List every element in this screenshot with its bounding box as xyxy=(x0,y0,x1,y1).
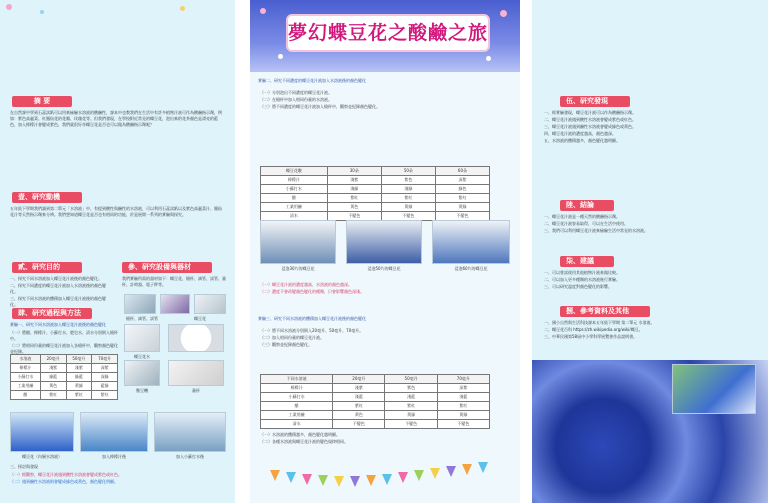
bunting-flag xyxy=(382,474,392,485)
photo-caption: 加入檸檬汁後 xyxy=(102,454,126,459)
title-banner xyxy=(250,0,520,72)
bunting-flag xyxy=(350,476,360,487)
decor-dot xyxy=(6,4,12,10)
equipment-caption: 燒杯、滴管、試管 xyxy=(126,316,158,321)
table-row xyxy=(261,393,490,402)
table-header-cell: 50朵 xyxy=(381,167,435,176)
table-cell: 紫紅 xyxy=(381,194,435,203)
section-heading-motive: 壹、研究動機 xyxy=(12,192,82,203)
exp3-finding: （二）各種水溶液與蝶豆花汁液的變色規律相同。 xyxy=(260,439,348,444)
table-cell: 不變色 xyxy=(333,420,385,429)
table-cell: 紫紅 xyxy=(385,402,437,411)
table-row xyxy=(11,373,118,382)
table-cell: 黃綠 xyxy=(385,411,437,420)
photo-caption: 浸泡30片的蝶豆花 xyxy=(281,266,315,271)
equipment-caption: 蝶豆花水 xyxy=(134,354,150,359)
table-header-cell: 70毫升 xyxy=(92,355,118,364)
section-heading-conclusion: 陸、結論 xyxy=(560,200,614,211)
table-cell: 工業用鹼 xyxy=(11,382,41,391)
table-cell: 淺紫 xyxy=(40,364,66,373)
experiment-photo xyxy=(432,220,510,264)
suggestion-item: 二、可以加入更多種類的水溶液進行實驗。 xyxy=(544,277,620,282)
table-cell: 紫色 xyxy=(385,384,437,393)
finding-item: 二、蝶豆花汁液遇到酸性水溶液會變成紫色或紅色。 xyxy=(544,117,636,122)
table-cell: 小蘇打水 xyxy=(261,185,328,194)
section-heading-method: 肆、研究過程與方法 xyxy=(12,308,92,319)
table-header-cell: 30朵 xyxy=(327,167,381,176)
middle-panel xyxy=(250,0,520,503)
references-list xyxy=(544,320,758,354)
table-header-cell: 70毫升 xyxy=(437,375,489,384)
exp3-title: 實驗三、研究不同水溶液的體積加入蝶豆花汁液後的顏色變化 xyxy=(258,316,366,321)
intro-paragraph: 在自然課中學到石蕊試紙可以用來檢驗水溶液的酸鹼性，課本中也教我們在生活中有許多植物汁液可作為酸鹼指示劑，例如：紫色高麗菜、紅鳳仙花的花瓣、玫瑰花等。但我們發現，在學校附近常見的蝶豆花，泡出來的花茶顏色是漂亮的藍色，加入檸檬汁會變成紫色，我們就很好奇蝶豆花是否也可以做為酸鹼指示劑呢？ xyxy=(10,110,222,127)
bunting-flag xyxy=(398,472,408,483)
table-cell: 紫紅 xyxy=(327,194,381,203)
exp2-finding: （一）蝶豆花汁液的濃度越高，水溶液的顏色越深。 xyxy=(260,282,352,287)
table-cell: 小蘇打水 xyxy=(11,373,41,382)
photo-caption: 浸泡60片的蝶豆花 xyxy=(454,266,488,271)
table-cell: 不變色 xyxy=(437,420,489,429)
table-cell: 不變色 xyxy=(327,212,381,221)
table-cell: 淺紫 xyxy=(66,364,92,373)
table-cell: 檸檬汁 xyxy=(11,364,41,373)
equipment-caption: 蝶豆花 xyxy=(194,316,206,321)
table-cell: 淺藍 xyxy=(385,393,437,402)
section-heading-suggestions: 柒、建議 xyxy=(560,256,614,267)
table-header-cell: 20毫升 xyxy=(333,375,385,384)
exp2-step: （三）將不同濃度的蝶豆花汁液加入燒杯中，觀察並紀錄顏色變化。 xyxy=(260,104,380,109)
experiment-photo xyxy=(10,412,74,452)
conclusion-list xyxy=(544,214,758,254)
table-cell: 淺綠 xyxy=(327,185,381,194)
purpose-item: 一、探究不同水溶液加入蝶豆花汁液後的顏色變化。 xyxy=(10,276,102,281)
reference-item: 二、蝶豆花百科 https://zh.wikipedia.org/wiki/蝶豆。 xyxy=(544,327,643,332)
bunting-flag xyxy=(334,476,344,487)
exp3-finding: （一）水溶液的體積越多，顏色變化越明顯。 xyxy=(260,432,340,437)
bunting-flag xyxy=(270,470,280,481)
exp1-step: （一）將醋、檸檬汁、小蘇打水、肥皂水、清水分別倒入燒杯中。 xyxy=(10,330,118,341)
finding-item: 五、水溶液的體積越多，顏色變化越明顯。 xyxy=(544,138,620,143)
equipment-photo xyxy=(124,360,160,386)
table-row xyxy=(11,382,118,391)
table-cell: 紫紅 xyxy=(333,402,385,411)
results-list xyxy=(10,472,225,488)
experiment-photo xyxy=(80,412,148,452)
decor-dot xyxy=(180,6,185,11)
table-row xyxy=(261,203,490,212)
experiment-photo xyxy=(260,220,336,264)
purpose-list xyxy=(10,276,110,306)
finding-item: 一、經實驗發現，蝶豆花汁液可以作為酸鹼指示劑。 xyxy=(544,110,636,115)
table-row xyxy=(11,391,118,400)
table-cell: 清水 xyxy=(261,420,333,429)
exp3-step: （二）加入相同份量的蝶豆花汁液。 xyxy=(260,335,324,340)
exp2-steps xyxy=(260,90,510,122)
exp3-step: （三）觀察並紀錄顏色變化。 xyxy=(260,342,312,347)
table-header-row xyxy=(11,355,118,364)
table-cell: 檸檬汁 xyxy=(261,176,328,185)
table-header-cell: 蝶豆花數 xyxy=(261,167,328,176)
table-cell: 紫紅 xyxy=(435,194,489,203)
equipment-photo xyxy=(160,294,190,314)
finding-item: 四、蝶豆花汁液的濃度越高，顏色越深。 xyxy=(544,131,616,136)
table-cell: 黃色 xyxy=(327,203,381,212)
flower-closeup-photo xyxy=(672,364,756,414)
table-row xyxy=(261,194,490,203)
table-row xyxy=(261,176,490,185)
bunting-flag xyxy=(286,472,296,483)
equipment-photo xyxy=(194,294,226,314)
exp1-step: （二）將相同份量的蝶豆花汁液加入各燒杯中，觀察顏色變化並紀錄。 xyxy=(10,343,118,354)
table-cell: 不變色 xyxy=(381,212,435,221)
exp2-title: 實驗二、研究不同濃度的蝶豆花汁液加入水溶液後的顏色變化 xyxy=(258,78,366,83)
decor-dot xyxy=(260,8,266,14)
table-cell: 深紫 xyxy=(437,384,489,393)
table-cell: 黃綠 xyxy=(437,411,489,420)
reference-item: 三、中華民國第58屆中小學科學展覽會作品說明書。 xyxy=(544,334,638,339)
page-title: 夢幻蝶豆花之酸鹼之旅 xyxy=(286,14,490,52)
table-cell: 紫紅 xyxy=(40,391,66,400)
table-row xyxy=(261,411,490,420)
motive-paragraph: 五年級下學期我們讀到第二單元「水溶液」中，有提到酸性與鹼性的水溶液，可以利用石蕊試紙以及紫色高麗菜汁、鳳仙花汁等天然指示劑來分辨。我們想知道蝶豆花是否也有相同的功能，於是展開一系列的實驗與探究。 xyxy=(10,206,222,217)
results-item: （二）遇到鹼性水溶液則會變成綠色或黃色，顏色變化明顯。 xyxy=(10,479,118,484)
section-heading-purpose: 貳、研究目的 xyxy=(12,262,82,273)
equipment-photo xyxy=(168,324,224,352)
equipment-caption: 壓豆機 xyxy=(136,388,148,393)
table-cell: 小蘇打水 xyxy=(261,393,333,402)
table-cell: 黃綠 xyxy=(435,203,489,212)
purpose-item: 二、探究不同濃度的蝶豆花汁液加入水溶液後的顏色變化。 xyxy=(10,283,106,294)
table-header-cell: 50毫升 xyxy=(66,355,92,364)
photo-caption: 加入小蘇打水後 xyxy=(176,454,204,459)
table-header-cell: 50毫升 xyxy=(385,375,437,384)
suggestion-item: 三、可以研究溫度對顏色變化的影響。 xyxy=(544,284,612,289)
section-heading-intro: 摘 要 xyxy=(12,96,72,107)
table-cell: 不變色 xyxy=(435,212,489,221)
section-heading-equipment: 參、研究設備與器材 xyxy=(122,262,212,273)
exp2-step: （一）分別泡出不同濃度的蝶豆花汁液。 xyxy=(260,90,332,95)
decor-dot xyxy=(40,10,44,14)
decor-dot xyxy=(278,54,283,59)
reference-item: 一、國小自然與生活科技課本五年級下學期 第二單元 水溶液。 xyxy=(544,320,655,325)
table-cell: 紫紅 xyxy=(92,391,118,400)
table-header-cell: 20毫升 xyxy=(40,355,66,364)
results-label: 三、探討與發現 xyxy=(10,464,38,469)
decor-dot xyxy=(486,56,491,61)
table-cell: 淺紫 xyxy=(333,384,385,393)
bunting-flag xyxy=(462,464,472,475)
table-cell: 工業用鹼 xyxy=(261,411,333,420)
table-row xyxy=(11,364,118,373)
findings-list xyxy=(544,110,758,198)
table-cell: 綠藍 xyxy=(66,373,92,382)
table-cell: 清水 xyxy=(261,212,328,221)
equipment-photo xyxy=(124,294,156,314)
table-cell: 醋 xyxy=(261,402,333,411)
suggestion-item: 一、可以嘗試使用其他植物汁液來做比較。 xyxy=(544,270,620,275)
exp1-title: 實驗一、研究不同水溶液加入蝶豆花汁液後的顏色變化 xyxy=(10,322,106,327)
table-row xyxy=(261,420,490,429)
table-cell: 藍綠 xyxy=(92,382,118,391)
conclusion-item: 一、蝶豆花汁液是一種天然的酸鹼指示劑。 xyxy=(544,214,620,219)
table-cell: 深綠 xyxy=(92,373,118,382)
table-cell: 醋 xyxy=(261,194,328,203)
exp3-steps xyxy=(260,328,510,360)
experiment-photo xyxy=(346,220,422,264)
bunting-flag xyxy=(414,470,424,481)
right-panel xyxy=(532,0,768,503)
table-header-row xyxy=(261,167,490,176)
table-cell: 深紫 xyxy=(92,364,118,373)
left-panel xyxy=(0,0,235,503)
table-cell: 黃色 xyxy=(333,411,385,420)
table-cell: 黃綠 xyxy=(381,203,435,212)
bunting-flag xyxy=(446,466,456,477)
table-cell: 淺紫 xyxy=(327,176,381,185)
table-cell: 黃綠 xyxy=(66,382,92,391)
decor-dot xyxy=(500,10,507,17)
bunting-flag xyxy=(478,462,488,473)
results-item: （一）經觀察，蝶豆花汁液遇到酸性水溶液會變成紫色或紅色。 xyxy=(10,472,122,477)
table-exp2 xyxy=(260,166,490,221)
table-cell: 淺藍 xyxy=(333,393,385,402)
table-cell: 黃色 xyxy=(40,382,66,391)
bunting-flag xyxy=(366,475,376,486)
exp3-step: （一）將不同水溶液分別倒入20毫升、50毫升、70毫升。 xyxy=(260,328,364,333)
section-heading-references: 捌、參考資料及其他 xyxy=(560,306,650,317)
finding-item: 三、蝶豆花汁液遇到鹼性水溶液會變成綠色或黃色。 xyxy=(544,124,636,129)
table-cell: 紫紅 xyxy=(437,402,489,411)
table-cell: 綠色 xyxy=(435,185,489,194)
exp2-step: （二）在燒杯中加入相同份量的水溶液。 xyxy=(260,97,332,102)
table-cell: 淺藍 xyxy=(437,393,489,402)
equipment-photo xyxy=(124,324,160,352)
table-header-cell: 不同水溶液 xyxy=(261,375,333,384)
table-row xyxy=(261,384,490,393)
section-heading-findings: 伍、研究發現 xyxy=(560,96,630,107)
table-cell: 淺綠 xyxy=(381,185,435,194)
table-header-cell: 60朵 xyxy=(435,167,489,176)
exp1-steps xyxy=(10,330,120,354)
photo-caption: 浸泡50片的蝶豆花 xyxy=(367,266,401,271)
experiment-photo xyxy=(154,412,226,452)
suggestions-list xyxy=(544,270,758,302)
conclusion-item: 二、蝶豆花汁液容易取得，可以在生活中使用。 xyxy=(544,221,628,226)
equipment-paragraph: 我們實驗所需的器材如下：蝶豆花、燒杯、滴管、試管、量杯、計時器、電子秤等。 xyxy=(122,276,226,287)
exp2-finding: （二）濃度不會改變顏色變化的種類，只會影響顏色深淺。 xyxy=(260,289,364,294)
table-cell: 紫紅 xyxy=(66,391,92,400)
bunting-flag xyxy=(318,475,328,486)
table-cell: 紫色 xyxy=(381,176,435,185)
equipment-photo xyxy=(168,360,224,386)
exp3-findings xyxy=(260,432,510,456)
table-header-cell: 水溶液 xyxy=(11,355,41,364)
purpose-item: 三、探究不同水溶液的體積加入蝶豆花汁液後的顏色變化。 xyxy=(10,296,106,307)
table-cell: 醋 xyxy=(11,391,41,400)
conclusion-item: 三、我們可以利用蝶豆花汁液來檢驗生活中常見的水溶液。 xyxy=(544,228,648,233)
table-cell: 工業用鹼 xyxy=(261,203,328,212)
table-exp1 xyxy=(10,354,118,400)
table-row xyxy=(261,402,490,411)
equipment-caption: 量杯 xyxy=(192,388,200,393)
table-exp3 xyxy=(260,374,490,429)
bunting-flag xyxy=(430,468,440,479)
exp2-findings xyxy=(260,282,510,302)
bunting-flag xyxy=(302,474,312,485)
table-cell: 綠藍 xyxy=(40,373,66,382)
table-row xyxy=(261,185,490,194)
photo-caption: 蝶豆花（內層水溶液） xyxy=(22,454,62,459)
table-header-row xyxy=(261,375,490,384)
table-cell: 檸檬汁 xyxy=(261,384,333,393)
table-cell: 深紫 xyxy=(435,176,489,185)
table-cell: 不變色 xyxy=(385,420,437,429)
